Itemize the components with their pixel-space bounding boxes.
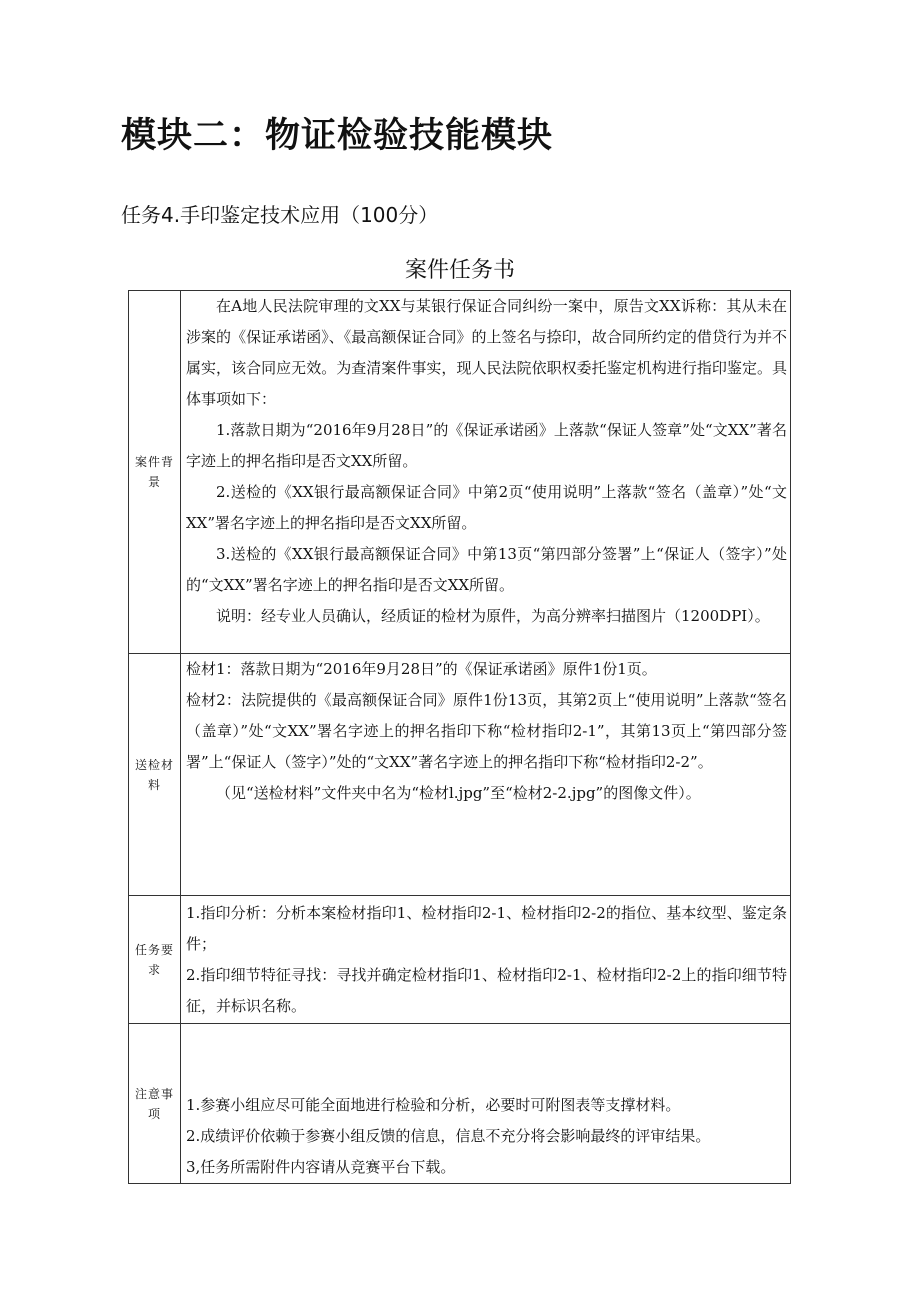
- materials-label: 送检材料: [129, 654, 181, 896]
- notes-content: [181, 1024, 791, 1184]
- material-files-note: （见“送检材料”文件夹中名为“检材l.jpg”至“检材2-2.jpg”的图像文件）。: [216, 784, 701, 802]
- background-row: [129, 291, 791, 654]
- requirements-row: [129, 896, 791, 1024]
- background-intro: 在A地人民法院审理的文XX与某银行保证合同纠纷一案中，原告文XX诉称：其从未在涉案的《保证承诺函》、《最高额保证合同》的上签名与捺印，故合同所约定的借贷行为并不属实，该合同应无效。为查清案件事实，现人民法院依职权委托鉴定机构进行指印鉴定。具体事项如下：: [186, 297, 787, 408]
- background-item-3: 3.送检的《XX银行最高额保证合同》中第13页“第四部分签署”上“保证人（签字）”处的“文XX”署名字迹上的押名指印是否文XX所留。: [186, 545, 787, 594]
- materials-content: [181, 654, 791, 896]
- task-table: [128, 290, 791, 1184]
- note-3: 3,任务所需附件内容请从竞赛平台下载。: [186, 1158, 456, 1176]
- notes-label: 注意事项: [129, 1024, 181, 1184]
- notes-row: [129, 1024, 791, 1184]
- material-2: 检材2：法院提供的《最高额保证合同》原件1份13页，其第2页上“使用说明”上落款“签名（盖章）”处“文XX”署名字迹上的押名指印下称“检材指印2-1”，其第13页上“第四部分签署”上“保证人（签字）”处的“文XX”著名字迹上的押名指印下称“检材指印2-2”。: [186, 691, 787, 771]
- background-label: 案件背景: [129, 291, 181, 654]
- requirements-label: 任务要求: [129, 896, 181, 1024]
- task-title: 任务4.手印鉴定技术应用（100分）: [121, 203, 439, 227]
- background-item-1: 1.落款日期为“2016年9月28日”的《保证承诺函》上落款“保证人签章”处“文XX”著名字迹上的押名指印是否文XX所留。: [186, 421, 787, 470]
- note-1: 1.参赛小组应尽可能全面地进行检验和分析，必要时可附图表等支撑材料。: [186, 1096, 681, 1114]
- material-1: 检材1：落款日期为“2016年9月28日”的《保证承诺函》原件1份1页。: [186, 660, 657, 678]
- background-content: [181, 291, 791, 654]
- note-2: 2.成绩评价依赖于参赛小组反馈的信息，信息不充分将会影响最终的评审结果。: [186, 1127, 711, 1145]
- book-title: 案件任务书: [404, 258, 515, 283]
- requirement-2: 2.指印细节特征寻找：寻找并确定检材指印1、检材指印2-1、检材指印2-2上的指印细节特征，并标识名称。: [186, 965, 787, 1015]
- module-title: 模块二：物证检验技能模块: [121, 116, 554, 156]
- requirement-1: 1.指印分析：分析本案检材指印1、检材指印2-1、检材指印2-2的指位、基本纹型、鉴定条件；: [186, 903, 787, 953]
- background-item-2: 2.送检的《XX银行最高额保证合同》中第2页“使用说明”上落款“签名（盖章）”处“文XX”署名字迹上的押名指印是否文XX所留。: [186, 483, 787, 532]
- materials-row: [129, 654, 791, 896]
- requirements-content: [181, 896, 791, 1024]
- background-note: 说明：经专业人员确认，经质证的检材为原件，为高分辨率扫描图片（1200DPI）。: [216, 607, 770, 625]
